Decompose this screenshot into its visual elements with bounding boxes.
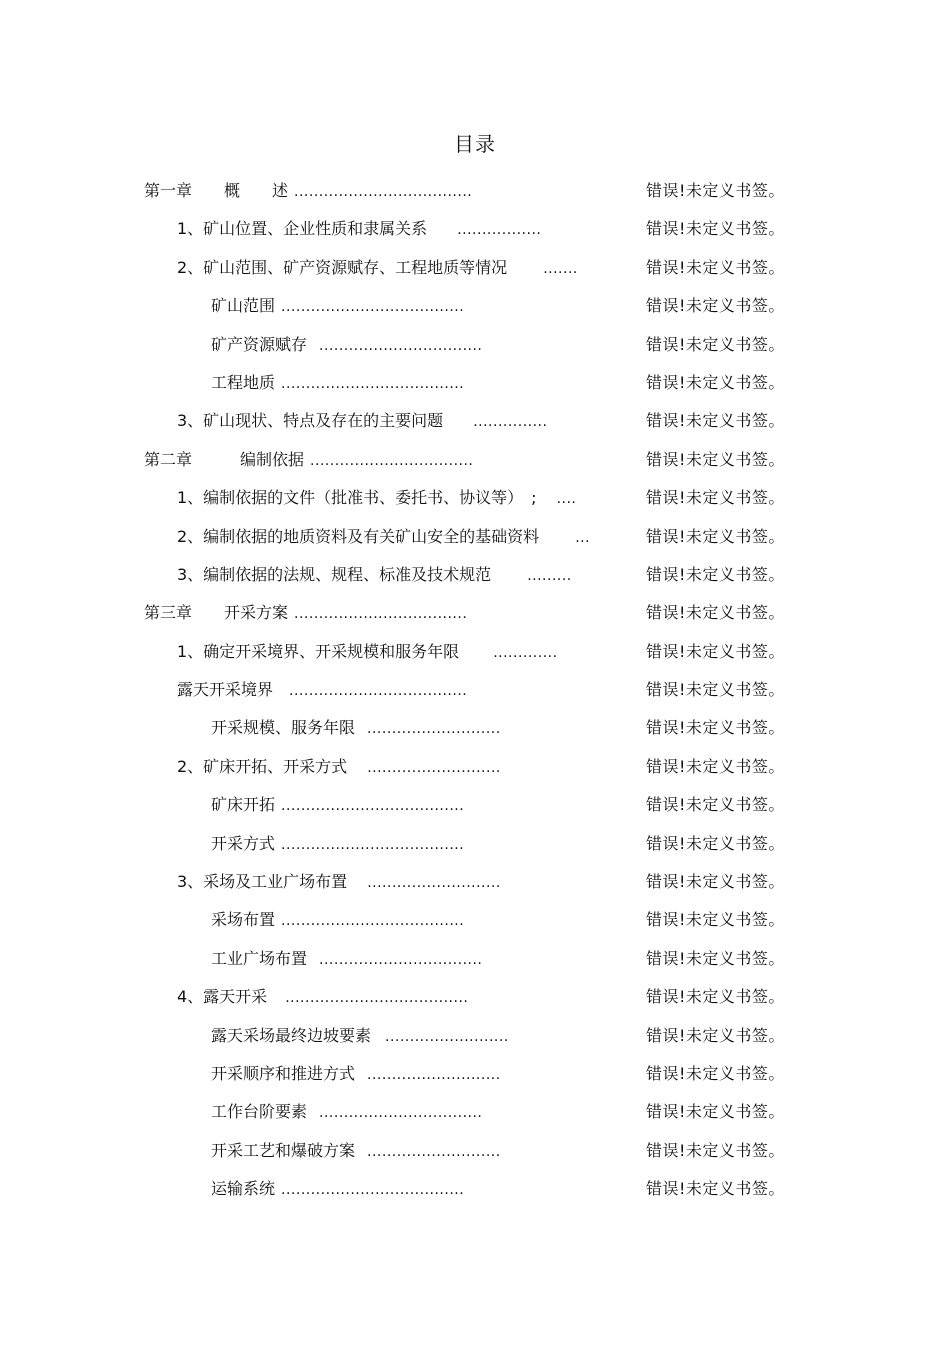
toc-entry[interactable]	[0, 326, 950, 364]
toc-entry-text: 第二章 编制依据	[144, 449, 305, 469]
toc-leader-dots: .....................................	[281, 798, 465, 815]
toc-entry[interactable]	[0, 786, 950, 824]
toc-entry-text: 2、矿山范围、矿产资源赋存、工程地质等情况	[177, 257, 508, 277]
toc-leader-dots: .................................	[319, 951, 483, 968]
toc-entry-text: 运输系统	[211, 1179, 276, 1199]
toc-leader-dots: ....	[556, 491, 577, 508]
toc-entry[interactable]	[0, 364, 950, 402]
toc-page-ref: 错误!未定义书签。	[646, 948, 785, 968]
toc-entry-label	[211, 709, 501, 748]
toc-page-ref: 错误!未定义书签。	[646, 872, 785, 892]
toc-leader-dots: .....................................	[281, 375, 465, 392]
toc-leader-dots: ...........................	[367, 721, 501, 738]
toc-entry-label	[144, 594, 467, 633]
toc-entry-text: 开采规模、服务年限	[211, 718, 356, 738]
toc-leader-dots: .............	[493, 644, 558, 661]
toc-entry-text: 开采工艺和爆破方案	[211, 1140, 356, 1160]
toc-entry[interactable]	[0, 249, 950, 287]
toc-entry[interactable]	[0, 748, 950, 786]
toc-page-ref: 错误!未定义书签。	[646, 296, 785, 316]
toc-page-ref: 错误!未定义书签。	[646, 257, 785, 277]
toc-entry-label	[211, 1093, 482, 1132]
toc-page-ref: 错误!未定义书签。	[646, 1140, 785, 1160]
toc-entry-label	[211, 786, 464, 825]
toc-entry-text: 工作台阶要素	[211, 1102, 308, 1122]
toc-entry-text: 1、确定开采境界、开采规模和服务年限	[177, 641, 460, 661]
toc-entry-text: 矿产资源赋存	[211, 334, 308, 354]
toc-page-ref: 错误!未定义书签。	[646, 564, 785, 584]
toc-leader-dots: ....................................	[289, 683, 468, 700]
toc-page-ref: 错误!未定义书签。	[646, 526, 785, 546]
toc-entry-label	[177, 249, 578, 288]
toc-entry-text: 第三章 开采方案	[144, 603, 289, 623]
toc-leader-dots: ...........................	[367, 1066, 501, 1083]
toc-entry-label	[177, 518, 590, 557]
toc-entry-label	[211, 1055, 501, 1094]
table-of-contents	[0, 172, 950, 1209]
toc-entry-text: 3、采场及工业广场布置	[177, 872, 348, 892]
toc-title: 目录	[454, 132, 496, 156]
toc-entry-label	[177, 556, 572, 595]
toc-entry[interactable]	[0, 556, 950, 594]
toc-entry-label	[211, 1170, 464, 1209]
toc-page-ref: 错误!未定义书签。	[646, 181, 785, 200]
toc-leader-dots: ....................................	[294, 184, 473, 200]
toc-entry-label	[177, 210, 541, 249]
toc-entry-label	[211, 901, 464, 940]
toc-page-ref: 错误!未定义书签。	[646, 334, 785, 354]
toc-entry-label	[211, 364, 464, 403]
toc-entry[interactable]	[0, 671, 950, 709]
toc-page-ref: 错误!未定义书签。	[646, 372, 785, 392]
toc-entry-label	[177, 863, 501, 902]
toc-entry[interactable]	[0, 518, 950, 556]
toc-entry[interactable]	[0, 901, 950, 939]
toc-entry-label	[177, 633, 558, 672]
toc-entry-text: 工程地质	[211, 372, 276, 392]
toc-leader-dots: .....................................	[281, 1182, 465, 1199]
toc-leader-dots: .................	[457, 222, 542, 239]
toc-entry-text: 2、矿床开拓、开采方式	[177, 756, 348, 776]
toc-entry-text: 3、编制依据的法规、规程、标准及技术规范	[177, 564, 492, 584]
toc-page-ref: 错误!未定义书签。	[646, 449, 785, 469]
toc-leader-dots: ...................................	[294, 606, 468, 623]
toc-entry[interactable]	[0, 210, 950, 248]
toc-leader-dots: .................................	[310, 452, 474, 469]
toc-entry[interactable]	[0, 863, 950, 901]
toc-leader-dots: .........	[527, 567, 572, 584]
toc-page-ref: 错误!未定义书签。	[646, 833, 785, 853]
toc-leader-dots: .................................	[319, 337, 483, 354]
toc-page-ref: 错误!未定义书签。	[646, 680, 785, 700]
toc-leader-dots: ...............	[473, 414, 548, 431]
toc-entry-text: 2、编制依据的地质资料及有关矿山安全的基础资料	[177, 526, 540, 546]
toc-entry-text: 1、编制依据的文件（批准书、委托书、协议等） ;	[177, 488, 537, 508]
toc-page-ref: 错误!未定义书签。	[646, 756, 785, 776]
toc-entry[interactable]	[0, 1132, 950, 1170]
toc-leader-dots: .....................................	[285, 990, 469, 1007]
toc-entry-label	[211, 1017, 509, 1056]
toc-entry-label	[211, 825, 464, 864]
toc-entry-text: 开采顺序和推进方式	[211, 1063, 356, 1083]
toc-leader-dots: .....................................	[281, 299, 465, 316]
toc-page-ref: 错误!未定义书签。	[646, 411, 785, 431]
toc-entry-text: 第一章 概 述	[144, 181, 289, 200]
toc-entry-label	[177, 671, 467, 710]
toc-entry-label	[177, 402, 547, 441]
toc-entry-text: 露天开采境界	[177, 680, 274, 700]
toc-page-ref: 错误!未定义书签。	[646, 910, 785, 930]
toc-page-ref: 错误!未定义书签。	[646, 1179, 785, 1199]
toc-leader-dots: .........................	[385, 1028, 509, 1045]
toc-entry[interactable]	[0, 172, 950, 210]
toc-page-ref: 错误!未定义书签。	[646, 488, 785, 508]
toc-page-ref: 错误!未定义书签。	[646, 1063, 785, 1083]
toc-entry[interactable]	[0, 1017, 950, 1055]
toc-entry-label	[211, 326, 482, 365]
toc-leader-dots: ...........................	[367, 875, 501, 892]
toc-page-ref: 错误!未定义书签。	[646, 1102, 785, 1122]
toc-entry-text: 4、露天开采	[177, 987, 268, 1007]
toc-entry-label	[177, 748, 501, 787]
toc-entry[interactable]	[0, 1170, 950, 1208]
toc-entry[interactable]	[0, 1055, 950, 1093]
toc-entry[interactable]	[0, 1093, 950, 1131]
toc-entry-text: 采场布置	[211, 910, 276, 930]
toc-leader-dots: ...........................	[367, 1143, 501, 1160]
toc-leader-dots: ...	[575, 529, 591, 546]
toc-entry[interactable]	[0, 709, 950, 747]
toc-leader-dots: .................................	[319, 1105, 483, 1122]
toc-leader-dots: .....................................	[281, 836, 465, 853]
toc-leader-dots: ...........................	[367, 759, 501, 776]
toc-entry-text: 矿山范围	[211, 296, 276, 316]
toc-entry-text: 1、矿山位置、企业性质和隶属关系	[177, 219, 428, 239]
toc-leader-dots: .....................................	[281, 913, 465, 930]
toc-page-ref: 错误!未定义书签。	[646, 603, 785, 623]
toc-entry-text: 工业广场布置	[211, 948, 308, 968]
toc-entry[interactable]	[0, 402, 950, 440]
toc-entry[interactable]	[0, 594, 950, 632]
toc-entry-label	[144, 441, 473, 480]
toc-page-ref: 错误!未定义书签。	[646, 219, 785, 239]
toc-entry-text: 3、矿山现状、特点及存在的主要问题	[177, 411, 444, 431]
toc-entry[interactable]	[0, 825, 950, 863]
toc-entry-label	[211, 1132, 501, 1171]
toc-entry-label	[177, 479, 576, 518]
toc-entry[interactable]	[0, 940, 950, 978]
toc-page-ref: 错误!未定义书签。	[646, 987, 785, 1007]
toc-page-ref: 错误!未定义书签。	[646, 1025, 785, 1045]
toc-page-ref: 错误!未定义书签。	[646, 641, 785, 661]
toc-entry-label	[211, 940, 482, 979]
toc-entry[interactable]	[0, 978, 950, 1016]
toc-entry-label	[144, 172, 472, 211]
toc-entry[interactable]	[0, 633, 950, 671]
toc-entry-text: 矿床开拓	[211, 795, 276, 815]
toc-entry-label	[211, 287, 464, 326]
toc-entry-text: 开采方式	[211, 833, 276, 853]
toc-entry-text: 露天采场最终边坡要素	[211, 1025, 372, 1045]
toc-entry-label	[177, 978, 468, 1017]
toc-entry[interactable]	[0, 441, 950, 479]
toc-leader-dots: .......	[543, 260, 578, 277]
toc-entry[interactable]	[0, 287, 950, 325]
toc-page-ref: 错误!未定义书签。	[646, 718, 785, 738]
toc-page-ref: 错误!未定义书签。	[646, 795, 785, 815]
toc-entry[interactable]	[0, 479, 950, 517]
